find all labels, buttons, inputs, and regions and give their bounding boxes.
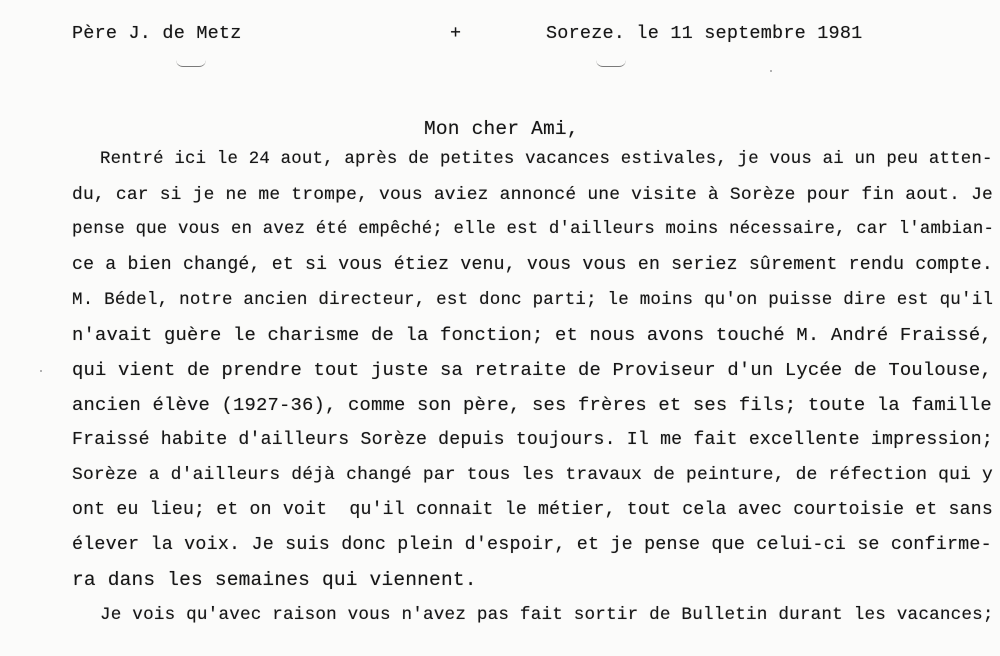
body-line: pense que vous en avez été empêché; elle est d'ailleurs moins nécessaire, car l'ambian-	[72, 220, 995, 239]
body-line: M. Bédel, notre ancien directeur, est donc parti; le moins qu'on puisse dire est qu'il	[72, 290, 994, 310]
body-line: ce a bien changé, et si vous étiez venu, vous vous en seriez sûrement rendu compte.	[72, 255, 993, 275]
body-line: n'avait guère le charisme de la fonction; et nous avons touché M. André Fraissé,	[72, 324, 992, 346]
body-line: Rentré ici le 24 aout, après de petites vacances estivales, je vous ai un peu atten-	[100, 150, 993, 169]
body-line: ra dans les semaines qui viennent.	[72, 569, 477, 591]
sender-name: Père J. de Metz	[72, 23, 242, 44]
body-line: ancien élève (1927-36), comme son père, ses frères et ses fils; toute la famille	[72, 394, 992, 416]
body-line: ont eu lieu; et on voit qu'il connait le métier, tout cela avec courtoisie et sans	[72, 500, 993, 520]
ink-mark	[176, 60, 206, 67]
body-line: élever la voix. Je suis donc plein d'espoir, et je pense que celui-ci se confirme-	[72, 534, 992, 555]
body-line: qui vient de prendre tout juste sa retraite de Proviseur d'un Lycée de Toulouse,	[72, 359, 992, 381]
body-line: du, car si je ne me trompe, vous aviez annoncé une visite à Sorèze pour fin aout. Je	[72, 185, 993, 205]
body-line: Sorèze a d'ailleurs déjà changé par tous les travaux de peinture, de réfection qui y	[72, 465, 993, 485]
cross-symbol: +	[450, 23, 462, 44]
paper-speck	[770, 70, 772, 72]
body-line: Fraissé habite d'ailleurs Sorèze depuis toujours. Il me fait excellente impression;	[72, 430, 993, 450]
salutation: Mon cher Ami,	[424, 118, 579, 140]
place-date: Soreze. le 11 septembre 1981	[546, 23, 863, 44]
paper-speck	[40, 370, 42, 372]
body-line: Je vois qu'avec raison vous n'avez pas fait sortir de Bulletin durant les vacances;	[100, 605, 994, 625]
ink-mark	[596, 60, 626, 67]
